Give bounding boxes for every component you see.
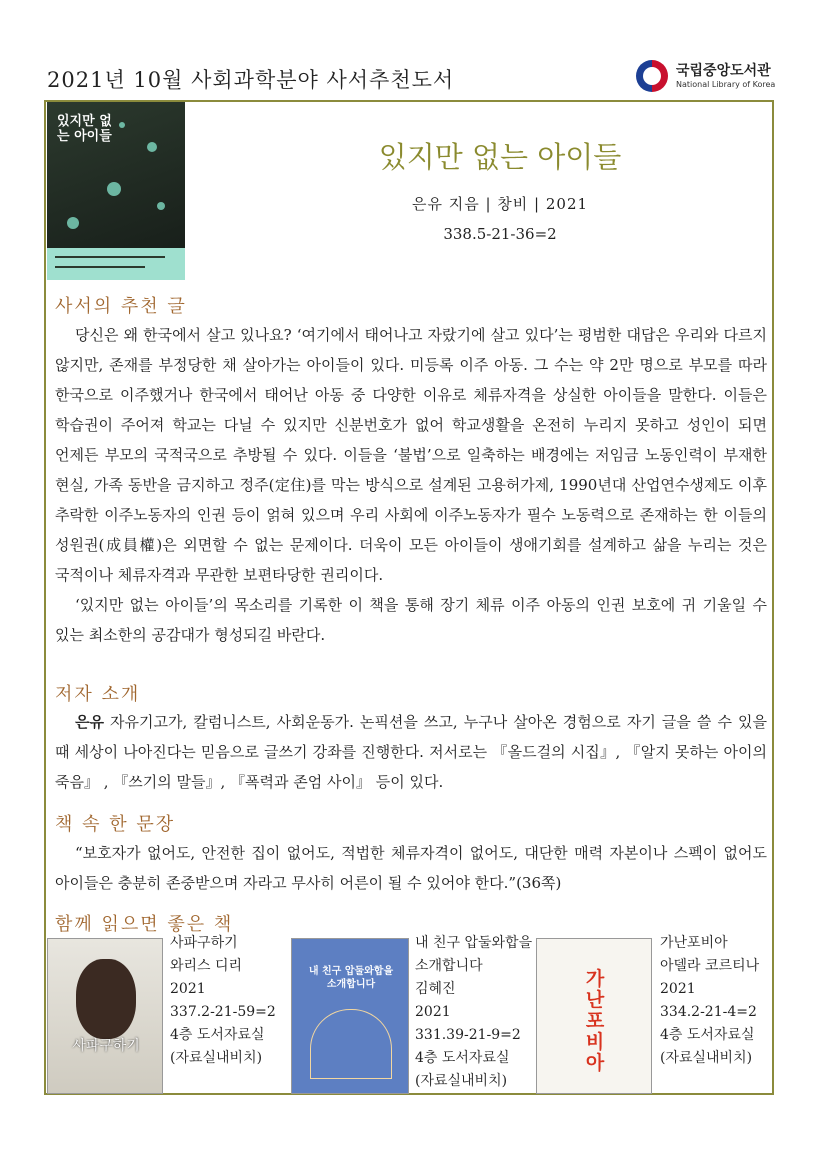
- related-book-info-3: [660, 932, 759, 1070]
- related-book-location: 4층 도서자료실: [415, 1050, 510, 1066]
- related-book-call: 334.2-21-4=2: [660, 1004, 757, 1020]
- cover-building-drawing: [310, 1009, 392, 1079]
- section-title-related: 함께 읽으면 좋은 책: [55, 914, 234, 935]
- book-meta: 은유 지음 | 창비 | 2021: [411, 195, 589, 213]
- library-logo: [636, 58, 786, 94]
- section-title-author: 저자 소개: [55, 684, 141, 705]
- related-book-call: 337.2-21-59=2: [170, 1004, 276, 1020]
- related-book-note: (자료실내비치): [170, 1050, 263, 1066]
- section-title-recommendation: 사서의 추천 글: [55, 296, 187, 317]
- related-book-info-2: [415, 932, 532, 1093]
- related-book-author: 아델라 코르티나: [660, 958, 760, 974]
- related-book-year: 2021: [170, 981, 206, 997]
- recommendation-body: [55, 320, 767, 650]
- main-book-cover: [47, 102, 185, 280]
- related-cover-title-1: 사파구하기: [72, 1038, 140, 1054]
- cover-bottom-band: [47, 248, 185, 280]
- related-book-author: 김혜진: [415, 981, 456, 997]
- related-book-year: 2021: [415, 1004, 451, 1020]
- related-book-cover-3: [536, 938, 652, 1094]
- related-book-title: 가난포비아: [660, 935, 728, 951]
- cover-light-dot: [119, 122, 125, 128]
- book-call-number: 338.5-21-36=2: [443, 225, 557, 243]
- cover-title-text: 있지만 없는 아이들: [57, 114, 112, 144]
- cover-band-line: [55, 256, 165, 258]
- cover-light-dot: [107, 182, 121, 196]
- author-name: 은유: [75, 713, 104, 731]
- related-book-location: 4층 도서자료실: [170, 1027, 265, 1043]
- related-book-title: 사파구하기: [170, 935, 238, 951]
- cover-light-dot: [67, 217, 79, 229]
- logo-korean-text: 국립중앙도서관: [676, 63, 771, 79]
- author-body: [55, 707, 767, 797]
- cover-band-line: [55, 266, 145, 268]
- author-description: 자유기고가, 칼럼니스트, 사회운동가. 논픽션을 쓰고, 누구나 살아온 경험으로 자기 글을 쓸 수 있을 때 세상이 나아진다는 믿음으로 글쓰기 강좌를 진행한다. 저서로는 『올드걸의 시집』, 『알지 못하는 아이의 죽음』 , 『쓰기의 말들』, 『폭력과 존엄 사이』 등이 있다.: [55, 713, 767, 791]
- related-book-note: (자료실내비치): [415, 1073, 508, 1089]
- related-book-note: (자료실내비치): [660, 1050, 753, 1066]
- taegeuk-logo-icon: [636, 60, 668, 92]
- cover-portrait-face: [76, 959, 136, 1039]
- logo-english-text: National Library of Korea: [676, 80, 776, 89]
- related-book-title-cont: 소개합니다: [415, 958, 483, 974]
- related-cover-title-2: 내 친구 압둘와합을 소개합니다: [308, 966, 394, 990]
- book-title: 있지만 없는 아이들: [378, 140, 622, 174]
- related-book-call: 331.39-21-9=2: [415, 1027, 521, 1043]
- related-book-author: 와리스 디리: [170, 958, 243, 974]
- author-paragraph: [55, 707, 767, 797]
- cover-light-dot: [147, 142, 157, 152]
- related-book-cover-2: [291, 938, 409, 1094]
- related-book-year: 2021: [660, 981, 696, 997]
- section-title-quote: 책 속 한 문장: [55, 814, 176, 835]
- related-book-location: 4층 도서자료실: [660, 1027, 755, 1043]
- recommendation-paragraph: 당신은 왜 한국에서 살고 있나요? ‘여기에서 태어나고 자랐기에 살고 있다’는 평범한 대답은 우리와 다르지 않지만, 존재를 부정당한 채 살아가는 아이들이 있다. 미등록 이주 아동. 그 수는 약 2만 명으로 부모를 따라 한국으로 이주했거나 한국에서 태어난 아동 중 다양한 이유로 체류자격을 상실한 아이들을 말한다. 이들은 학습권이 주어져 학교는 다닐 수 있지만 신분번호가 없어 학교생활을 온전히 누리지 못하고 성인이 되면 언제든 부모의 국적국으로 추방될 수 있다. 이들을 ‘불법’으로 일축하는 배경에는 저임금 노동인력이 부재한 현실, 가족 동반을 금지하고 정주(定住)를 막는 방식으로 설계된 고용허가제, 1990년대 산업연수생제도 이후 추락한 이주노동자의 인권 등이 얽혀 있으며 우리 사회에 이주노동자가 필수 노동력으로 존재하는 한 이들의 성원권(成員權)은 외면할 수 없는 문제이다. 더욱이 모든 아이들이 생애기회를 설계하고 삶을 누리는 것은 국적이나 체류자격과 무관한 보편타당한 권리이다.: [55, 326, 767, 584]
- cover-light-dot: [157, 202, 165, 210]
- quote-paragraph: “보호자가 없어도, 안전한 집이 없어도, 적법한 체류자격이 없어도, 대단한 매력 자본이나 스펙이 없어도 아이들은 충분히 존중받으며 자라고 무사히 어른이 될 수 있어야 한다.”(36쪽): [55, 844, 767, 892]
- page-header-title: 2021년 10월 사회과학분야 사서추천도서: [47, 68, 455, 92]
- related-cover-title-3: 가난포비아: [585, 968, 605, 1074]
- related-book-cover-1: [47, 938, 163, 1094]
- quote-body: [55, 838, 767, 898]
- related-book-title: 내 친구 압둘와합을: [415, 935, 533, 951]
- recommendation-paragraph: ‘있지만 없는 아이들’의 목소리를 기록한 이 책을 통해 장기 체류 이주 아동의 인권 보호에 귀 기울일 수 있는 최소한의 공감대가 형성되길 바란다.: [55, 596, 767, 644]
- related-book-info-1: [170, 932, 276, 1070]
